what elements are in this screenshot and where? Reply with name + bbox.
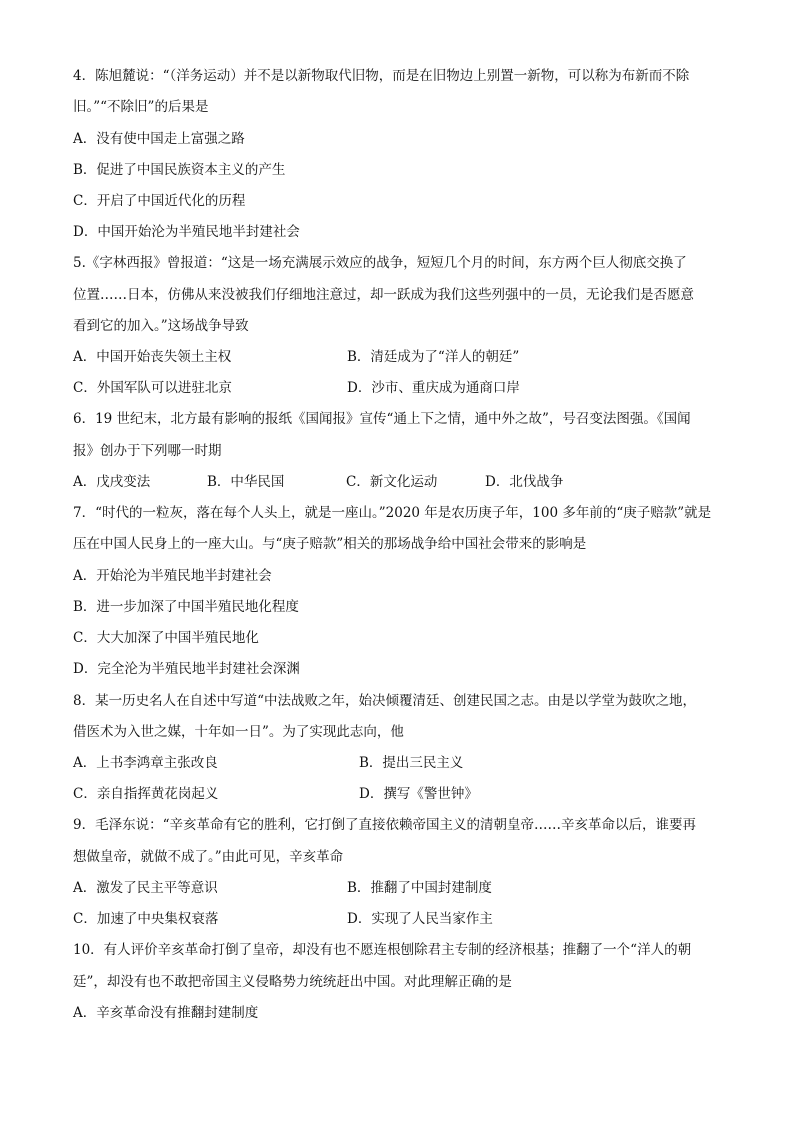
q7-stem-line-1: 7．“时代的一粒灰，落在每个人头上，就是一座山。”2020 年是农历庚子年，100 多年前的“庚子赔款”就是: [73, 505, 712, 521]
q4-option-d: D．中国开始沦为半殖民地半封建社会: [73, 224, 300, 240]
q7-option-c: C．大大加深了中国半殖民地化: [73, 630, 259, 646]
q8-stem-line-1: 8．某一历史名人在自述中写道“中法战败之年，始决倾覆清廷、创建民国之志。由是以学堂为鼓吹之地，: [73, 693, 696, 709]
q9-option-d: D．实现了人民当家作主: [347, 911, 493, 927]
q9-option-c: C．加速了中央集权衰落: [73, 911, 219, 927]
q6-option-d: D．北伐战争: [485, 474, 564, 490]
q7-option-d: D．完全沦为半殖民地半封建社会深渊: [73, 661, 300, 677]
q9-option-a: A．激发了民主平等意识: [73, 880, 218, 896]
q4-option-a: A．没有使中国走上富强之路: [73, 131, 245, 147]
q10-stem-line-2: 廷”，却没有也不敢把帝国主义侵略势力统统赶出中国。对此理解正确的是: [73, 974, 512, 990]
q9-option-b: B．推翻了中国封建制度: [347, 880, 492, 896]
q10-stem-line-1: 10．有人评价辛亥革命打倒了皇帝，却没有也不愿连根刨除君主专制的经济根基；推翻了一个“洋人的朝: [73, 942, 692, 958]
q10-option-a: A．辛亥革命没有推翻封建制度: [73, 1005, 259, 1021]
q6-option-a: A．戊戌变法: [73, 474, 151, 490]
q8-option-d: D．撰写《警世钟》: [359, 786, 478, 802]
q4-option-b: B．促进了中国民族资本主义的产生: [73, 162, 286, 178]
q8-option-c: C．亲自指挥黄花岗起义: [73, 786, 219, 802]
q9-stem-line-1: 9．毛泽东说：“辛亥革命有它的胜利，它打倒了直接依赖帝国主义的清朝皇帝……辛亥革命以后，谁要再: [73, 817, 696, 833]
q4-stem-line-1: 4．陈旭麓说：“（洋务运动）并不是以新物取代旧物，而是在旧物边上别置一新物，可以称为布新而不除: [73, 68, 690, 84]
q8-stem-line-2: 借医术为入世之媒，十年如一日”。为了实现此志向，他: [73, 724, 404, 740]
q9-stem-line-2: 想做皇帝，就做不成了。”由此可见，辛亥革命: [73, 849, 344, 865]
q5-stem-line-3: 看到它的加入。”这场战争导致: [73, 318, 249, 334]
q8-option-a: A．上书李鸿章主张改良: [73, 755, 218, 771]
q7-option-b: B．进一步加深了中国半殖民地化程度: [73, 599, 299, 615]
q4-option-c: C．开启了中国近代化的历程: [73, 193, 246, 209]
q6-stem-line-2: 报》创办于下列哪一时期: [73, 443, 222, 459]
q4-stem-line-2: 旧。”“不除旧”的后果是: [73, 99, 209, 115]
q7-stem-line-2: 压在中国人民身上的一座大山。与“庚子赔款”相关的那场战争给中国社会带来的影响是: [73, 536, 587, 552]
q6-stem-line-1: 6．19 世纪末，北方最有影响的报纸《国闻报》宣传“通上下之情，通中外之故”，号召变法图强。《国闻: [73, 411, 691, 427]
q5-stem-line-1: 5.《字林西报》曾报道：“这是一场充满展示效应的战争，短短几个月的时间，东方两个巨人彻底交换了: [73, 255, 687, 271]
q5-option-a: A．中国开始丧失领土主权: [73, 349, 232, 365]
q7-option-a: A．开始沦为半殖民地半封建社会: [73, 568, 272, 584]
q8-option-b: B．提出三民主义: [359, 755, 464, 771]
q5-stem-line-2: 位置……日本，仿佛从来没被我们仔细地注意过，却一跃成为我们这些列强中的一员，无论我们是否愿意: [73, 287, 694, 303]
q6-option-b: B．中华民国: [207, 474, 285, 490]
q5-option-b: B．清廷成为了“洋人的朝廷”: [347, 349, 520, 365]
q6-option-c: C．新文化运动: [346, 474, 438, 490]
q5-option-d: D．沙市、重庆成为通商口岸: [347, 380, 520, 396]
q5-option-c: C．外国军队可以进驻北京: [73, 380, 232, 396]
